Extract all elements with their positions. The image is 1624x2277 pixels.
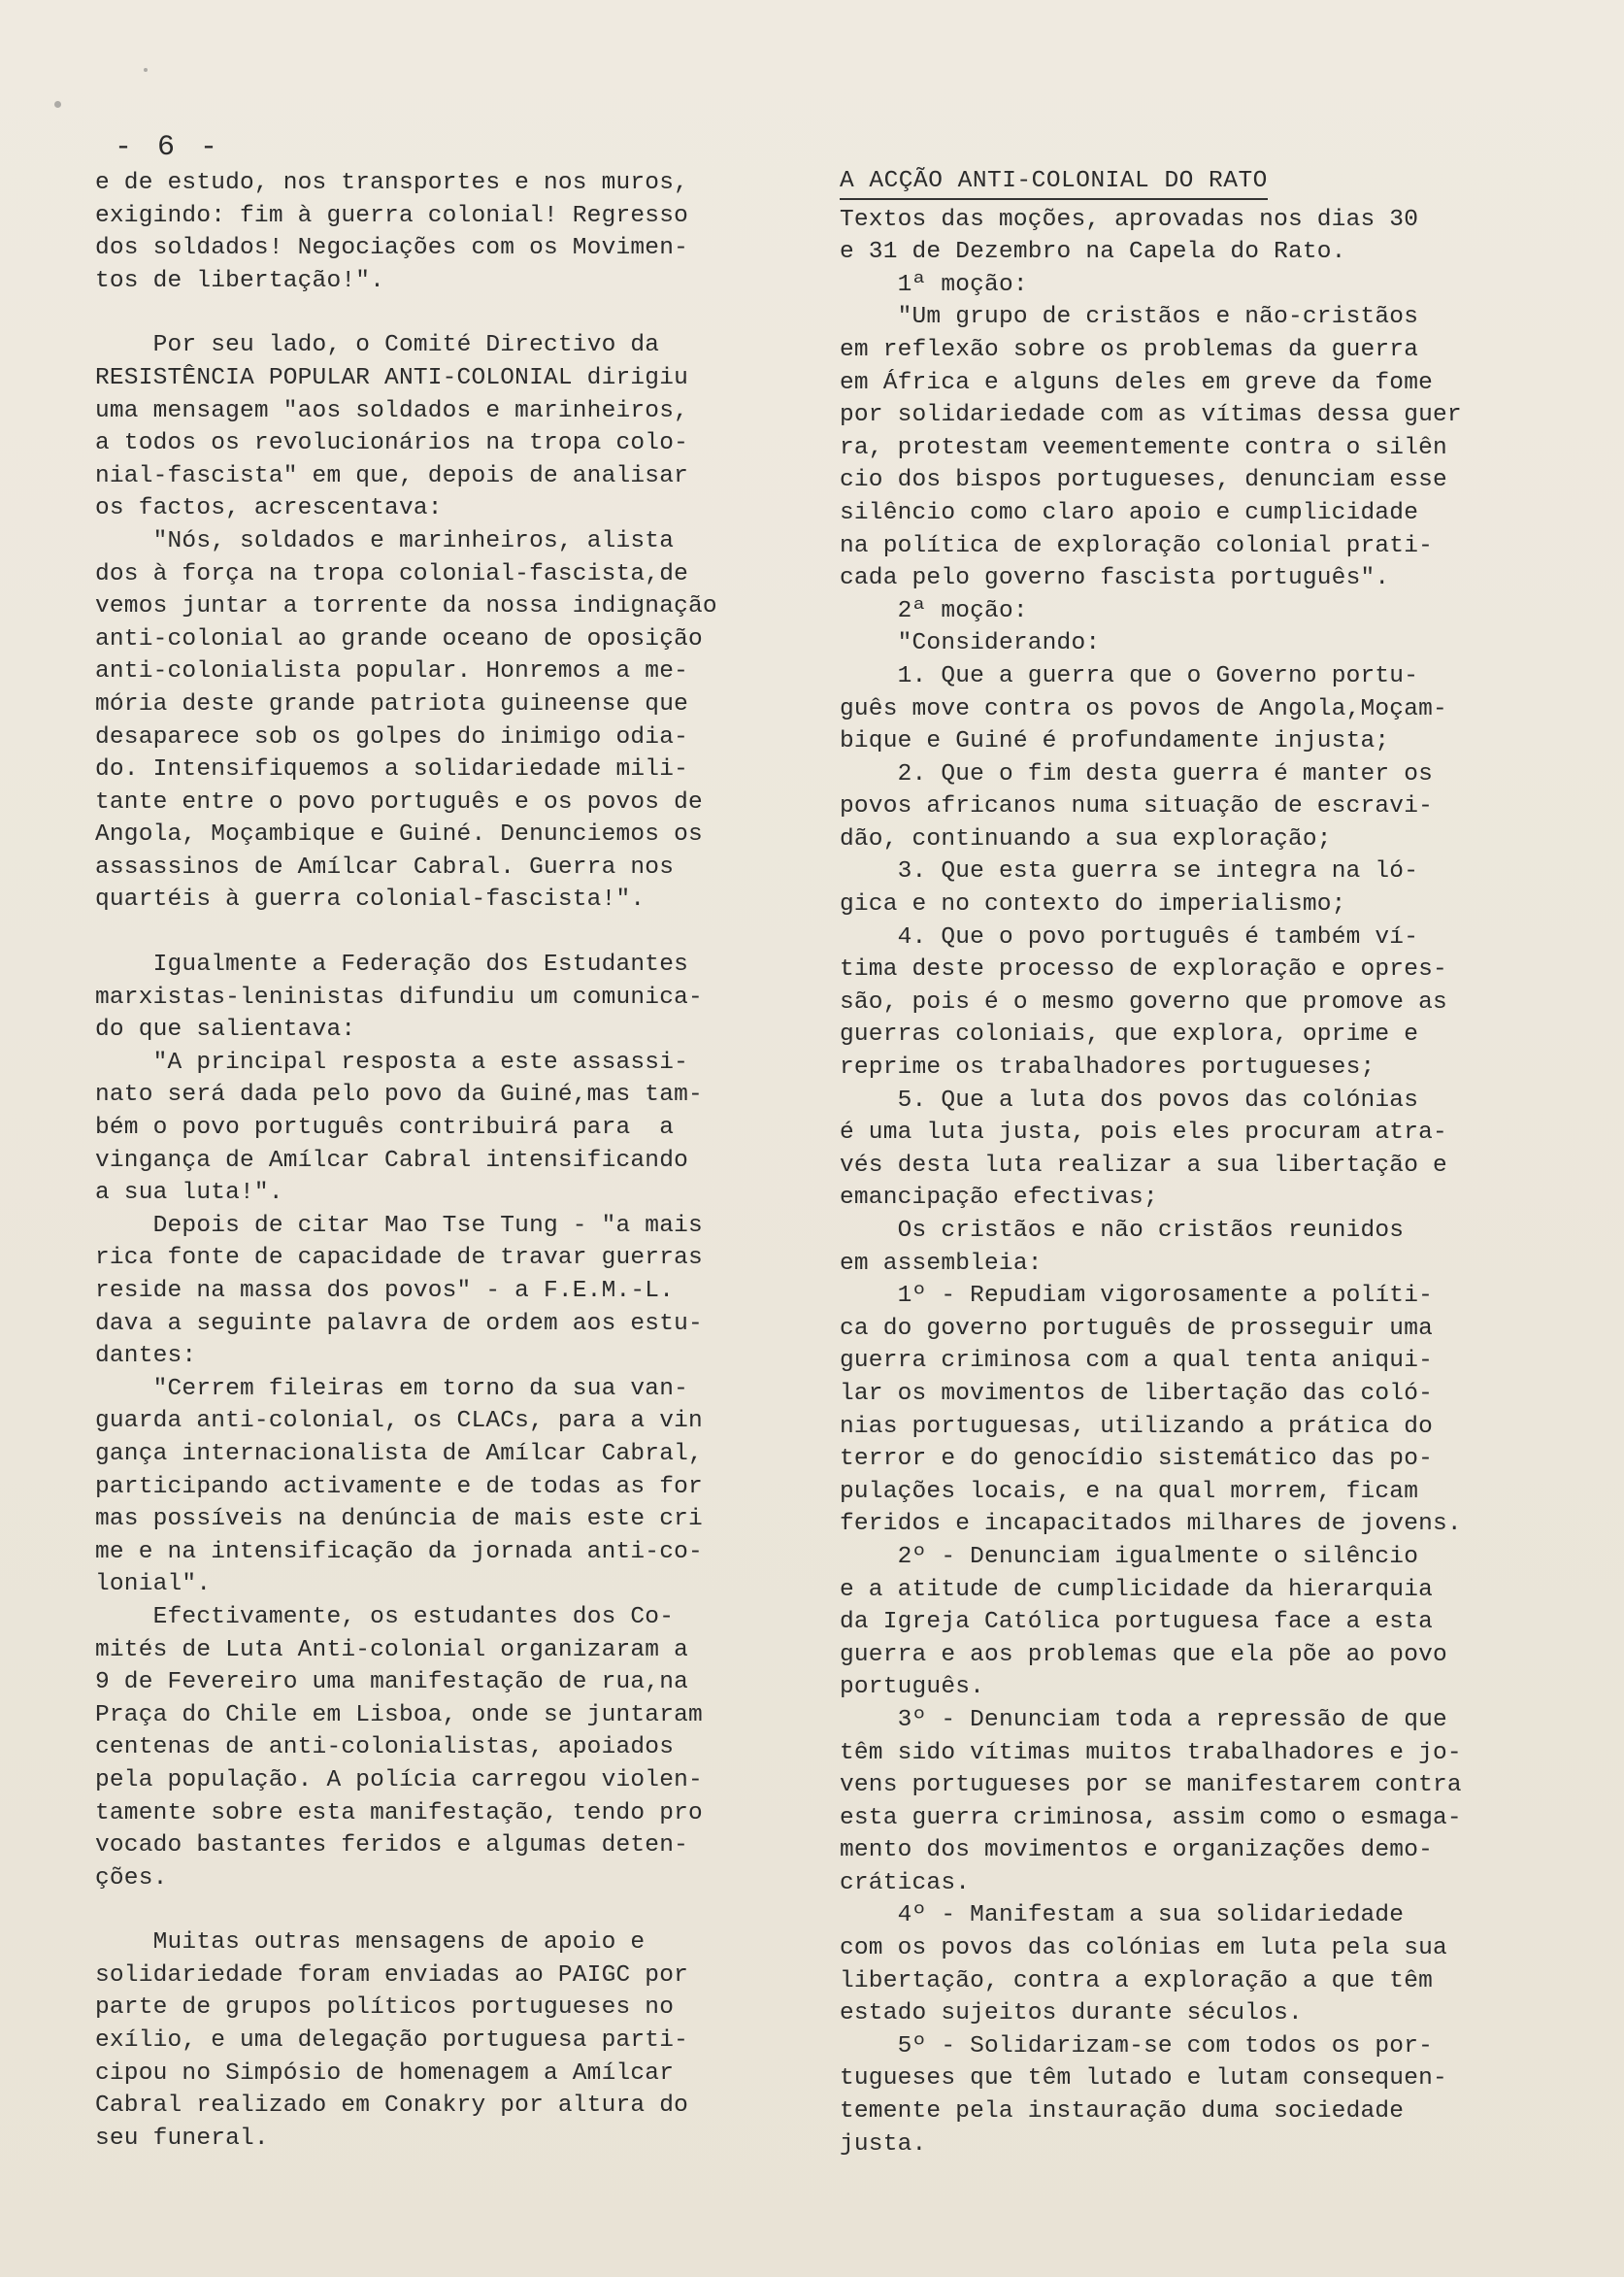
text-line: 2º - Denunciam igualmente o silêncio: [840, 1543, 1419, 1570]
text-line: tante entre o povo português e os povos de: [95, 788, 703, 816]
text-line: dão, continuando a sua exploração;: [840, 825, 1332, 853]
text-line: 3. Que esta guerra se integra na ló-: [840, 858, 1419, 886]
text-line: lonial".: [95, 1571, 212, 1598]
text-line: cráticas.: [840, 1869, 971, 1896]
text-line: desaparece sob os golpes do inimigo odia-: [95, 723, 688, 751]
text-line: solidariedade foram enviadas ao PAIGC por: [95, 1961, 688, 1989]
right-column-body: [840, 204, 1539, 2161]
text-line: estado sujeitos durante séculos.: [840, 2000, 1303, 2027]
text-line: 5. Que a luta dos povos das colónias: [840, 1087, 1419, 1114]
text-line: 2. Que o fim desta guerra é manter os: [840, 760, 1434, 787]
text-line: Os cristãos e não cristãos reunidos: [840, 1218, 1405, 1244]
text-line: 1º - Repudiam vigorosamente a políti-: [840, 1283, 1434, 1310]
text-line: os factos, acrescentava:: [95, 495, 443, 522]
text-line: 2ª moção:: [840, 597, 1028, 624]
text-line: tamente sobre esta manifestação, tendo pro: [95, 1799, 703, 1826]
text-line: guarda anti-colonial, os CLACs, para a vin: [95, 1408, 703, 1435]
text-line: tos de libertação!".: [95, 267, 385, 294]
text-line: gança internacionalista de Amílcar Cabral,: [95, 1440, 703, 1467]
text-line: na política de exploração colonial prati-: [840, 532, 1433, 559]
text-line: "A principal resposta a este assassi-: [95, 1049, 689, 1076]
text-line: 5º - Solidarizam-se com todos os por-: [840, 2032, 1434, 2059]
text-line: 9 de Fevereiro uma manifestação de rua,na: [95, 1669, 688, 1696]
ink-speck: [144, 68, 148, 72]
text-line: terror e do genocídio sistemático das po-: [840, 1446, 1433, 1473]
text-line: me e na intensificação da jornada anti-co-: [95, 1538, 703, 1565]
text-line: ra, protestam veementemente contra o silên: [840, 434, 1447, 461]
text-line: reside na massa dos povos" - a F.E.M.-L.: [95, 1278, 675, 1304]
text-line: participando activamente e de todas as for: [95, 1473, 703, 1500]
text-line: em reflexão sobre os problemas da guerra: [840, 336, 1419, 363]
text-line: nias portuguesas, utilizando a prática do: [840, 1413, 1433, 1440]
text-line: tugueses que têm lutado e lutam consequen-: [840, 2065, 1447, 2093]
text-line: Angola, Moçambique e Guiné. Denunciemos os: [95, 821, 703, 849]
text-line: Cabral realizado em Conakry por altura do: [95, 2093, 688, 2120]
text-line: centenas de anti-colonialistas, apoiados: [95, 1734, 675, 1761]
text-line: ca do governo português de prosseguir uma: [840, 1315, 1433, 1342]
page-number: - 6 -: [115, 131, 222, 164]
text-line: assassinos de Amílcar Cabral. Guerra nos: [95, 854, 675, 881]
left-column: [95, 167, 794, 2155]
text-line: ções.: [95, 1864, 168, 1892]
text-line: em África e alguns deles em greve da fome: [840, 369, 1433, 396]
text-line: guerra e aos problemas que ela põe ao povo: [840, 1641, 1447, 1668]
text-line: 1ª moção:: [840, 271, 1028, 298]
text-line: 3º - Denunciam toda a repressão de que: [840, 1706, 1447, 1733]
text-line: cio dos bispos portugueses, denunciam esse: [840, 467, 1447, 494]
text-line: RESISTÊNCIA POPULAR ANTI-COLONIAL dirigiu: [95, 364, 688, 391]
text-line: Igualmente a Federação dos Estudantes: [95, 952, 689, 979]
text-line: anti-colonial ao grande oceano de oposição: [95, 625, 703, 653]
text-line: tima deste processo de exploração e opres-: [840, 956, 1447, 984]
text-line: têm sido vítimas muitos trabalhadores e jo-: [840, 1739, 1462, 1766]
text-line: mités de Luta Anti-colonial organizaram a: [95, 1636, 688, 1663]
text-line: vocado bastantes feridos e algumas deten-: [95, 1832, 688, 1859]
text-line: [95, 917, 794, 949]
text-line: por solidariedade com as vítimas dessa guer: [840, 402, 1462, 429]
text-line: português.: [840, 1674, 985, 1701]
text-line: e a atitude de cumplicidade da hierarquia: [840, 1576, 1433, 1603]
text-line: com os povos das colónias em luta pela sua: [840, 1935, 1447, 1962]
text-line: vens portugueses por se manifestarem contra: [840, 1772, 1462, 1799]
text-line: vés desta luta realizar a sua libertação e: [840, 1152, 1447, 1179]
text-line: nial-fascista" em que, depois de analisar: [95, 462, 688, 489]
text-line: emancipação efectivas;: [840, 1185, 1158, 1212]
text-line: a todos os revolucionários na tropa colo-: [95, 430, 688, 457]
text-line: são, pois é o mesmo governo que promove as: [840, 988, 1447, 1016]
text-line: pulações locais, e na qual morrem, ficam: [840, 1478, 1419, 1505]
text-line: libertação, contra a exploração a que têm: [840, 1967, 1433, 1994]
text-line: temente pela instauração duma sociedade: [840, 2098, 1405, 2126]
text-line: do que salientava:: [95, 1017, 356, 1044]
text-line: Muitas outras mensagens de apoio e: [95, 1929, 646, 1957]
text-line: exigindo: fim à guerra colonial! Regresso: [95, 202, 688, 229]
ink-speck: [54, 101, 61, 108]
text-line: feridos e incapacitados milhares de jovens.: [840, 1511, 1462, 1538]
text-line: mas possíveis na denúncia de mais este cri: [95, 1506, 703, 1533]
text-line: 4º - Manifestam a sua solidariedade: [840, 1902, 1405, 1929]
text-line: dos soldados! Negociações com os Movimen-: [95, 235, 688, 262]
text-line: cipou no Simpósio de homenagem a Amílcar: [95, 2059, 675, 2087]
text-line: uma mensagem "aos soldados e marinheiros,: [95, 397, 688, 424]
text-line: guerra criminosa com a qual tenta aniqui-: [840, 1348, 1433, 1375]
text-line: anti-colonialista popular. Honremos a me-: [95, 658, 688, 686]
text-line: é uma luta justa, pois eles procuram atra-: [840, 1120, 1447, 1147]
text-line: parte de grupos políticos portugueses no: [95, 1994, 675, 2022]
text-line: dava a seguinte palavra de ordem aos estu-: [95, 1310, 703, 1337]
text-line: bique e Guiné é profundamente injusta;: [840, 728, 1390, 755]
text-line: a sua luta!".: [95, 1180, 283, 1207]
text-line: cada pelo governo fascista português".: [840, 565, 1390, 592]
text-line: da Igreja Católica portuguesa face a esta: [840, 1609, 1433, 1636]
text-line: "Nós, soldados e marinheiros, alista: [95, 527, 675, 554]
text-line: guerras coloniais, que explora, oprime e: [840, 1021, 1419, 1049]
text-line: em assembleia:: [840, 1250, 1043, 1277]
text-line: rica fonte de capacidade de travar guerras: [95, 1245, 703, 1272]
text-line: dos à força na tropa colonial-fascista,de: [95, 560, 688, 587]
text-line: Depois de citar Mao Tse Tung - "a mais: [95, 1212, 703, 1239]
text-line: silêncio como claro apoio e cumplicidade: [840, 499, 1419, 526]
text-line: reprime os trabalhadores portugueses;: [840, 1055, 1375, 1082]
text-line: vingança de Amílcar Cabral intensificando: [95, 1147, 688, 1174]
text-line: justa.: [840, 2130, 927, 2158]
text-line: Efectivamente, os estudantes dos Co-: [95, 1603, 675, 1630]
text-line: gica e no contexto do imperialismo;: [840, 891, 1346, 919]
text-line: quartéis à guerra colonial-fascista!".: [95, 887, 646, 914]
text-line: mento dos movimentos e organizações demo-: [840, 1837, 1433, 1864]
text-line: Por seu lado, o Comité Directivo da: [95, 332, 660, 359]
text-line: 1. Que a guerra que o Governo portu-: [840, 662, 1419, 689]
text-line: vemos juntar a torrente da nossa indignação: [95, 593, 717, 620]
text-line: guês move contra os povos de Angola,Moçam-: [840, 695, 1447, 722]
text-line: do. Intensifiquemos a solidariedade mili-: [95, 756, 688, 784]
text-line: "Cerrem fileiras em torno da sua van-: [95, 1375, 689, 1402]
text-line: e 31 de Dezembro na Capela do Rato.: [840, 239, 1346, 266]
text-line: Textos das moções, aprovadas nos dias 30: [840, 206, 1419, 233]
text-line: e de estudo, nos transportes e nos muros,: [95, 170, 688, 196]
right-column: [840, 165, 1539, 2160]
text-line: "Um grupo de cristãos e não-cristãos: [840, 304, 1419, 331]
text-line: dantes:: [95, 1343, 197, 1370]
text-line: pela população. A polícia carregou violen-: [95, 1766, 703, 1793]
section-title: A ACÇÃO ANTI-COLONIAL DO RATO: [840, 165, 1268, 200]
text-line: [95, 297, 794, 329]
text-line: "Considerando:: [840, 630, 1101, 657]
text-line: exílio, e uma delegação portuguesa parti-: [95, 2027, 688, 2055]
text-line: 4. Que o povo português é também ví-: [840, 923, 1419, 951]
text-line: seu funeral.: [95, 2125, 269, 2152]
text-line: marxistas-leninistas difundiu um comunica-: [95, 984, 703, 1011]
text-line: esta guerra criminosa, assim como o esmaga-: [840, 1804, 1462, 1831]
text-line: mória deste grande patriota guineense que: [95, 690, 688, 718]
text-line: nato será dada pelo povo da Guiné,mas tam-: [95, 1082, 703, 1109]
text-line: lar os movimentos de libertação das coló-: [840, 1380, 1433, 1407]
text-line: bém o povo português contribuirá para a: [95, 1115, 675, 1142]
text-line: Praça do Chile em Lisboa, onde se juntaram: [95, 1701, 703, 1728]
text-line: povos africanos numa situação de escravi-: [840, 793, 1433, 820]
text-line: [95, 1894, 794, 1926]
